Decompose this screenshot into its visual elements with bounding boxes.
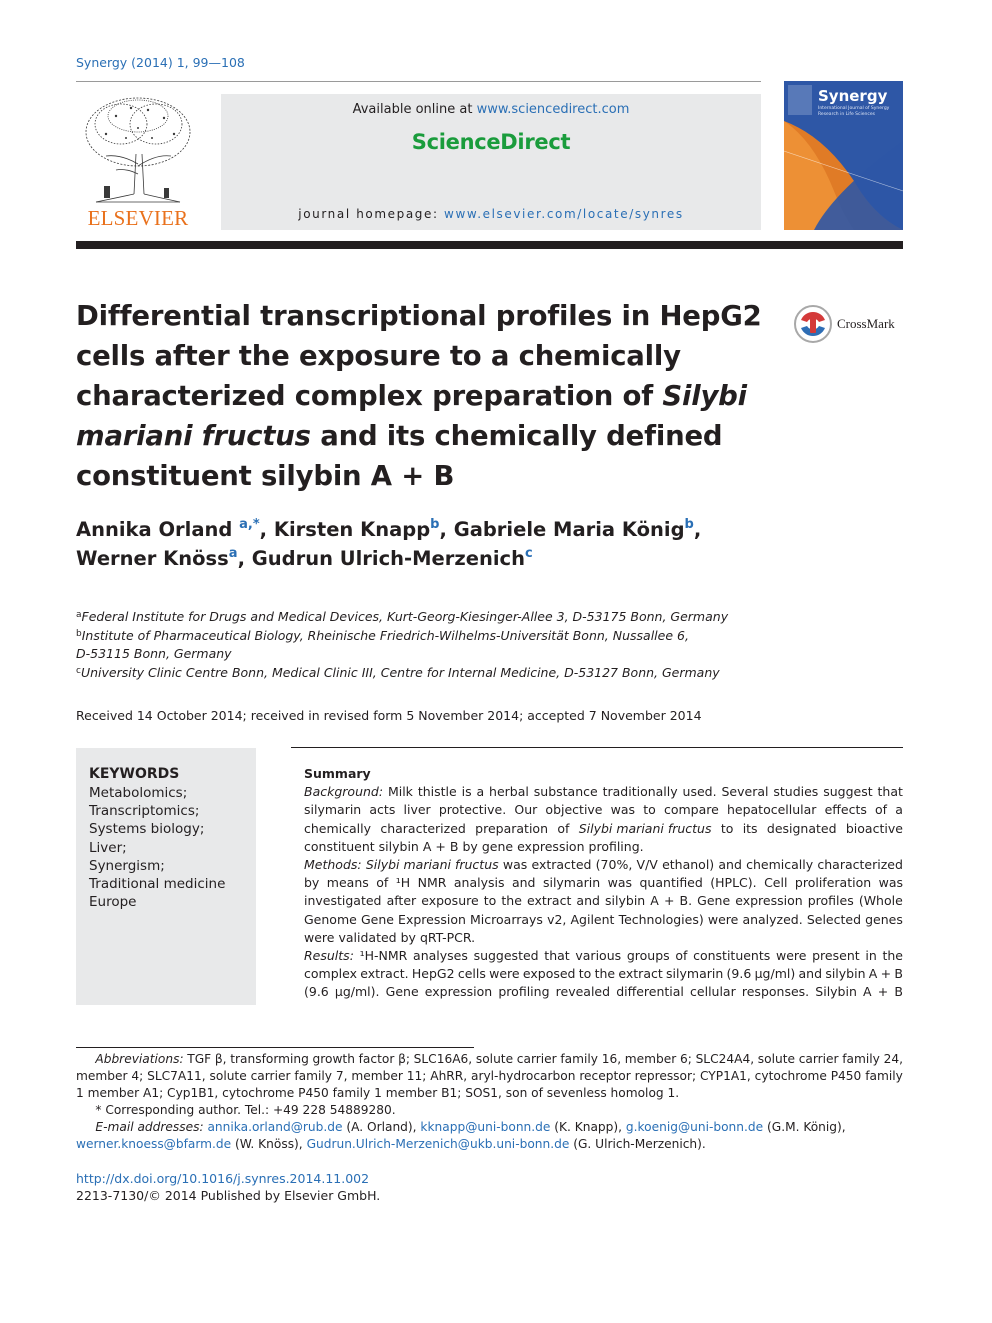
summary-word: and <box>511 875 536 891</box>
author-separator: , <box>237 547 252 570</box>
summary-word: Silybi mariani fructus <box>365 857 499 873</box>
footnote-word: 1 member A1; Cyp1B1, cytochrome P450 family 1 member B1; SOS1, son of sevenless homolog 1. <box>76 1086 680 1100</box>
footnote-word: member <box>624 1052 677 1066</box>
cover-subtitle: International Journal of Synergy Research in Life Sciences <box>818 106 890 117</box>
footnote-word: solute <box>757 1052 795 1066</box>
summary-word: chemically <box>304 820 372 836</box>
summary-word: present <box>812 948 860 964</box>
footnote-word: CYP1A1, <box>699 1069 751 1083</box>
author-affiliation-mark[interactable]: b <box>684 517 694 532</box>
summary-word: Our <box>514 802 538 818</box>
keyword-item: Synergism; <box>89 857 165 874</box>
footnote-word: carrier <box>516 1052 557 1066</box>
summary-word: Several <box>721 784 769 800</box>
affiliation-text: University Clinic Centre Bonn, Medical Clinic III, Centre for Internal Medicine, D-53127 Bonn, Germany <box>80 664 720 680</box>
crossmark-icon <box>793 304 835 344</box>
summary-word: μg/ml) <box>754 966 796 982</box>
summary-word: was <box>878 875 903 891</box>
footnote-word: 16, <box>601 1052 622 1066</box>
copyright-line: 2213-7130/© 2014 Published by Elsevier GmbH. <box>76 1188 381 1203</box>
summary-word: expression <box>517 838 585 854</box>
summary-word: protective. <box>438 802 507 818</box>
summary-word: by <box>462 838 478 854</box>
author-name[interactable]: Annika Orland <box>76 518 233 541</box>
summary-word: effects <box>824 802 867 818</box>
footnote-word: 24, <box>883 1052 903 1066</box>
affiliation-mark: a <box>76 610 82 620</box>
summary-word: studies <box>773 784 819 800</box>
footnote-word: solute <box>475 1052 514 1066</box>
elsevier-tree-icon <box>76 94 200 206</box>
summary-word: a <box>476 784 485 800</box>
summary-word: Background: <box>304 784 384 800</box>
summary-word: + <box>880 966 892 982</box>
summary-word: + <box>877 984 889 1000</box>
summary-word: Methods: <box>304 857 362 873</box>
summary-word: analyzed. <box>742 911 803 927</box>
summary-word: profiling. <box>588 838 644 854</box>
affiliations <box>76 608 836 682</box>
journal-reference[interactable]: Synergy (2014) 1, 99—108 <box>76 55 245 70</box>
affiliation-mark: c <box>76 665 81 676</box>
summary-word: preparation <box>475 820 548 836</box>
summary-word: of <box>376 875 389 891</box>
summary-word: (Whole <box>858 893 903 909</box>
summary-word: liver <box>403 802 431 818</box>
summary-word: was <box>502 857 528 873</box>
summary-word: Gene <box>697 893 731 909</box>
summary-word: hepatocellular <box>726 802 817 818</box>
summary-word: extract. <box>360 966 409 982</box>
footnote-word: growth <box>312 1052 355 1066</box>
footnote-word: cytochrome <box>754 1069 827 1083</box>
title-part-2: and its chemically defined constituent silybin A + B <box>76 420 723 492</box>
summary-word: were <box>707 911 739 927</box>
summary-word: bioactive <box>845 820 903 836</box>
title-species: Silybi mariani fructus <box>76 380 747 452</box>
footnote-word: transforming <box>230 1052 309 1066</box>
summary-word: cells <box>457 966 486 982</box>
summary-word: by <box>304 875 320 891</box>
header-divider <box>76 241 903 249</box>
summary-word: constituents <box>693 948 771 964</box>
summary-word: that <box>544 948 570 964</box>
email-link[interactable]: annika.orland@rub.de <box>207 1120 343 1134</box>
footnote-divider <box>76 1047 474 1048</box>
summary-word: profiling <box>498 984 550 1000</box>
summary-word: ethanol) <box>662 857 715 873</box>
email-link[interactable]: Gudrun.Ulrich-Merzenich@ukb.uni-bonn.de <box>306 1137 570 1151</box>
summary-word: B. <box>679 893 693 909</box>
journal-cover[interactable] <box>784 81 903 230</box>
email-owner: (A. Orland), <box>342 1120 421 1134</box>
footnote-word: P450 <box>830 1069 862 1083</box>
elsevier-logo[interactable] <box>76 94 200 232</box>
summary-word: v2, <box>547 911 567 927</box>
summary-word: + <box>435 838 446 854</box>
keyword-item: Traditional medicine <box>89 876 226 893</box>
summary-word: Milk <box>387 784 413 800</box>
summary-word: suggest <box>823 784 873 800</box>
email-addresses <box>76 1119 846 1136</box>
summary-word: validated <box>338 929 397 945</box>
summary-word: objective <box>545 802 603 818</box>
summary-word: Gene <box>360 911 394 927</box>
summary-word: of <box>675 948 688 964</box>
summary-word: B <box>449 838 459 854</box>
keyword-item: Liver; <box>89 839 127 856</box>
summary-word: profiles <box>807 893 854 909</box>
summary-word: that <box>877 784 903 800</box>
summary-word: investigated <box>304 893 382 909</box>
footnote-word: Abbreviations: <box>76 1052 184 1066</box>
author-name[interactable]: Gabriele Maria König <box>453 518 685 541</box>
keywords-box <box>76 748 256 1005</box>
summary-line <box>304 874 903 892</box>
summary-word: Microarrays <box>470 911 543 927</box>
author-separator: , <box>439 518 454 541</box>
footnote-word: 11; <box>406 1069 427 1083</box>
journal-homepage-label: journal homepage: <box>298 207 445 221</box>
email-link[interactable]: g.koenig@uni-bonn.de <box>625 1120 764 1134</box>
summary-word: after <box>386 893 417 909</box>
author-affiliation-mark[interactable]: b <box>430 517 440 532</box>
footnote-word: β, <box>214 1052 227 1066</box>
summary-heading: Summary <box>304 766 371 781</box>
summary-word: Expression <box>398 911 466 927</box>
summary-line <box>304 947 903 965</box>
summary-word: Selected <box>806 911 862 927</box>
footnote-word: family <box>842 1052 880 1066</box>
title-part-1: Differential transcriptional profiles in HepG2 cells after the exposure to a chemically characterized complex preparation of <box>76 300 762 412</box>
summary-word: the <box>501 893 522 909</box>
summary-word: groups <box>626 948 670 964</box>
summary-word: HepG2 <box>411 966 455 982</box>
summary-word: ¹H-NMR <box>359 948 408 964</box>
summary-word: Genome <box>304 911 357 927</box>
summary-word: (9.6 <box>304 984 329 1000</box>
footnote-word: family <box>560 1052 598 1066</box>
summary-word: Silybin <box>815 984 857 1000</box>
journal-header-box <box>221 94 761 230</box>
summary-word: means <box>326 875 369 891</box>
summary-word: (9.6 <box>726 966 752 982</box>
crossmark-label: CrossMark <box>837 316 895 331</box>
footnote-word: AhRR, <box>430 1069 468 1083</box>
summary-line <box>304 820 903 838</box>
author-affiliation-mark[interactable]: c <box>524 546 533 561</box>
footnote-word: SLC24A4, <box>695 1052 755 1066</box>
summary-word: A <box>650 893 659 909</box>
summary-word: A <box>863 984 872 1000</box>
footnote-word: 4; <box>131 1069 144 1083</box>
summary-word: silymarin <box>304 802 362 818</box>
author-separator: , <box>259 518 274 541</box>
summary-body <box>304 783 903 1001</box>
summary-word: various <box>575 948 622 964</box>
footnote-word: 6; <box>679 1052 692 1066</box>
summary-word: extract <box>527 893 572 909</box>
footnote-word: factor <box>358 1052 395 1066</box>
summary-word: characterized <box>380 820 466 836</box>
summary-word: of <box>557 820 570 836</box>
email-owner: (G. Ulrich-Merzenich). <box>569 1137 706 1151</box>
footnote-word: repressor; <box>634 1069 697 1083</box>
summary-word: extract <box>618 966 663 982</box>
summary-word: by <box>400 929 416 945</box>
email-link[interactable]: kknapp@uni-bonn.de <box>420 1120 551 1134</box>
summary-line <box>304 965 903 983</box>
affiliation-text: Federal Institute for Drugs and Medical Devices, Kurt-Georg-Kiesinger-Allee 3, D-53175 Bonn, Germany <box>81 609 729 624</box>
summary-word: the <box>594 966 616 982</box>
summary-word: proliferation <box>794 875 872 891</box>
footnote-word: carrier <box>250 1069 291 1083</box>
footnote-word: receptor <box>579 1069 631 1083</box>
summary-word: its <box>742 820 758 836</box>
summary-word: Agilent <box>570 911 615 927</box>
summary-word: gene <box>481 838 514 854</box>
summary-word: designated <box>766 820 837 836</box>
summary-divider <box>291 747 903 748</box>
summary-word: and <box>576 893 600 909</box>
author-separator: , <box>693 518 702 541</box>
summary-word: chemically <box>746 857 814 873</box>
summary-word: analyses <box>413 948 468 964</box>
footnote-word: 7, <box>335 1069 348 1083</box>
summary-word: genes <box>865 911 903 927</box>
received-dates: Received 14 October 2014; received in revised form 5 November 2014; accepted 7 November 2014 <box>76 708 702 723</box>
author-affiliation-mark[interactable]: a,* <box>239 517 260 532</box>
footnote-word: solute <box>209 1069 247 1083</box>
summary-word: was <box>610 802 636 818</box>
summary-word: silymarin <box>666 966 724 982</box>
summary-word: herbal <box>489 784 529 800</box>
available-online-label: Available online at <box>352 102 477 117</box>
summary-word: extracted <box>531 857 592 873</box>
email-line <box>76 1119 903 1136</box>
author-affiliation-mark[interactable]: a <box>228 546 238 561</box>
summary-word: complex <box>304 966 357 982</box>
summary-word: Gene <box>385 984 419 1000</box>
summary-word: silybin <box>378 838 419 854</box>
footnote-word: member <box>76 1069 128 1083</box>
summary-word: thistle <box>417 784 457 800</box>
summary-word: B <box>894 984 903 1000</box>
footnotes <box>76 1051 903 1153</box>
summary-word: was <box>607 875 633 891</box>
summary-word: quantified <box>639 875 703 891</box>
email-label: E-mail addresses: <box>95 1120 204 1134</box>
footnote-line <box>76 1085 903 1102</box>
footnote-word: SLC7A11, <box>147 1069 206 1083</box>
summary-word: (70%, <box>595 857 633 873</box>
summary-word: NMR <box>417 875 447 891</box>
summary-word: were <box>489 966 520 982</box>
doi-link[interactable]: http://dx.doi.org/10.1016/j.synres.2014.11.002 <box>76 1171 370 1186</box>
author-list <box>76 515 836 573</box>
footnote-word: SLC16A6, <box>413 1052 473 1066</box>
summary-word: and <box>798 966 823 982</box>
summary-word: Cell <box>764 875 788 891</box>
footnote-word: * Corresponding author. Tel.: +49 228 54889280. <box>76 1103 396 1117</box>
journal-homepage-link[interactable]: www.elsevier.com/locate/synres <box>444 207 684 221</box>
keyword-item: Systems biology; <box>89 821 205 838</box>
author-name[interactable]: Werner Knöss <box>76 547 229 570</box>
affiliation-line <box>76 608 836 627</box>
affiliation-line <box>76 664 836 683</box>
summary-word: in <box>865 948 877 964</box>
summary-word: and <box>718 857 742 873</box>
summary-word: a <box>895 802 903 818</box>
article-title <box>76 296 776 496</box>
email-link[interactable]: werner.knoess@bfarm.de <box>76 1137 232 1151</box>
summary-word: silybin <box>825 966 866 982</box>
author-name[interactable]: Kirsten Knapp <box>273 518 431 541</box>
summary-word: to <box>643 802 656 818</box>
affiliation-mark: b <box>76 628 82 639</box>
summary-word: analysis <box>453 875 505 891</box>
email-owner: (G.M. König), <box>763 1120 846 1134</box>
keywords-title: KEYWORDS <box>89 766 180 782</box>
keyword-item: Metabolomics; <box>89 785 188 801</box>
email-owner: (K. Knapp), <box>550 1120 626 1134</box>
summary-word: to <box>578 966 592 982</box>
summary-word: substance <box>533 784 598 800</box>
sciencedirect-url-link[interactable]: www.sciencedirect.com <box>476 102 630 117</box>
summary-word: differential <box>616 984 684 1000</box>
footnote-word: family <box>865 1069 903 1083</box>
summary-word: (HPLC). <box>710 875 757 891</box>
summary-word: acts <box>369 802 396 818</box>
summary-word: were <box>775 948 807 964</box>
summary-word: expression <box>424 984 493 1000</box>
summary-word: compare <box>663 802 719 818</box>
footnote-line <box>76 1051 903 1068</box>
summary-word: Results: <box>304 948 354 964</box>
footnote-word: β; <box>398 1052 410 1066</box>
summary-line <box>304 892 903 910</box>
email-addresses <box>76 1136 706 1153</box>
footnote-word: aryl-hydrocarbon <box>470 1069 576 1083</box>
summary-word: used. <box>682 784 717 800</box>
summary-line <box>304 838 903 856</box>
summary-word: Technologies) <box>618 911 704 927</box>
keyword-item: Europe <box>89 894 137 911</box>
available-online <box>221 102 761 117</box>
affiliation-text: D-53115 Bonn, Germany <box>76 646 232 661</box>
summary-line <box>304 856 903 874</box>
summary-line <box>304 783 903 801</box>
summary-word: cellular <box>690 984 736 1000</box>
journal-homepage <box>221 207 761 221</box>
summary-line <box>304 983 903 1001</box>
keyword-item: Transcriptomics; <box>89 803 200 820</box>
summary-word: qRT-PCR. <box>419 929 476 945</box>
summary-word: Silybi mariani fructus <box>578 820 712 836</box>
crossmark-badge[interactable] <box>793 304 905 344</box>
summary-word: + <box>663 893 675 909</box>
summary-word: is <box>461 784 472 800</box>
summary-line <box>304 929 903 947</box>
cover-title: Synergy <box>818 87 888 105</box>
summary-word: A <box>422 838 432 854</box>
summary-word: A <box>868 966 878 982</box>
elsevier-wordmark: ELSEVIER <box>87 206 189 230</box>
footnote-lines <box>76 1051 903 1119</box>
summary-word: silymarin <box>542 875 601 891</box>
summary-word: exposure <box>421 893 479 909</box>
affiliation-line <box>76 627 836 646</box>
summary-line <box>304 911 903 929</box>
summary-word: traditionally <box>602 784 678 800</box>
affiliation-text: Institute of Pharmaceutical Biology, Rheinische Friedrich-Wilhelms-Universität Bonn, Nussallee 6, <box>81 627 689 643</box>
affiliation-line <box>76 645 836 664</box>
summary-word: B <box>894 966 903 982</box>
summary-word: characterized <box>817 857 903 873</box>
summary-word: to <box>720 820 734 836</box>
summary-word: μg/ml). <box>334 984 380 1000</box>
summary-word: to <box>483 893 497 909</box>
summary-word: ¹H <box>395 875 411 891</box>
summary-word: were <box>304 929 335 945</box>
summary-word: the <box>882 948 903 964</box>
summary-word: revealed <box>555 984 611 1000</box>
author-name[interactable]: Gudrun Ulrich-Merzenich <box>251 547 525 570</box>
summary-word: of <box>875 802 888 818</box>
summary-word: silybin <box>605 893 646 909</box>
top-divider <box>76 81 761 82</box>
footnote-line <box>76 1068 903 1085</box>
footnote-word: TGF <box>187 1052 212 1066</box>
summary-word: suggested <box>473 948 539 964</box>
summary-word: expression <box>735 893 803 909</box>
summary-line <box>304 801 903 819</box>
email-owner: (W. Knöss), <box>231 1137 307 1151</box>
summary-word: constituent <box>304 838 375 854</box>
footnote-line <box>76 1102 903 1119</box>
summary-word: responses. <box>741 984 810 1000</box>
footnote-word: family <box>294 1069 332 1083</box>
summary-abstract <box>304 765 903 1002</box>
summary-word: V/V <box>636 857 658 873</box>
summary-word: exposed <box>522 966 576 982</box>
email-line <box>76 1136 903 1153</box>
footnote-word: carrier <box>798 1052 839 1066</box>
footnote-word: member <box>351 1069 403 1083</box>
sciencedirect-logo[interactable]: ScienceDirect <box>411 130 571 154</box>
